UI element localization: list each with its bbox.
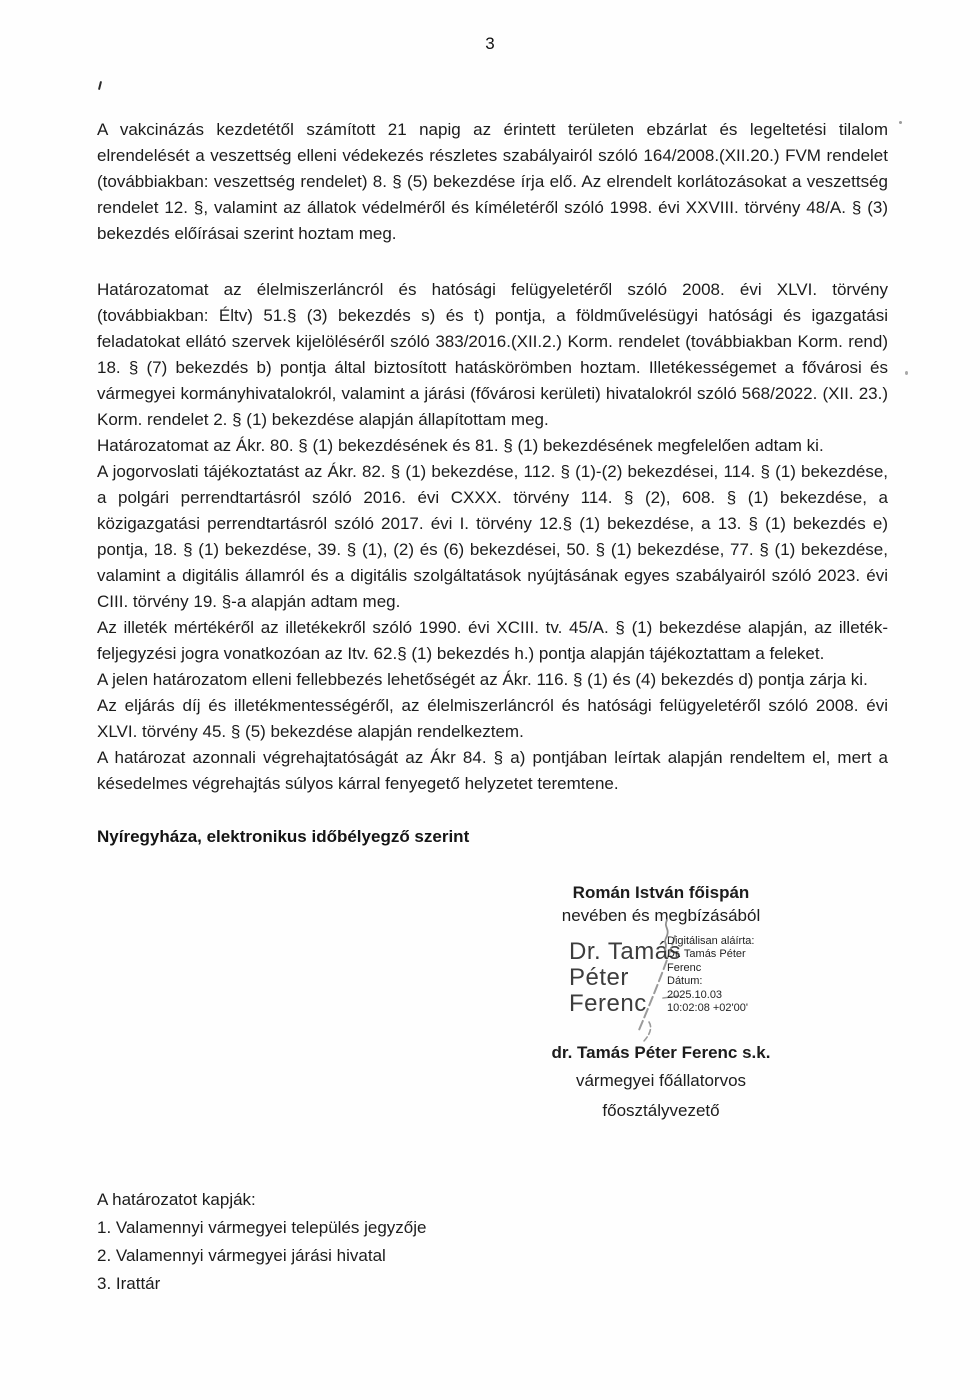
- signature-on-behalf: nevében és megbízásából: [561, 906, 761, 925]
- page-number: 3: [485, 34, 495, 53]
- signature-signer-name: dr. Tamás Péter Ferenc s.k.: [551, 1043, 771, 1062]
- paragraph-jurisdiction-basis: Határozatomat az élelmiszerláncról és hatósági felügyeletéről szóló 2008. évi XLVI. törvény (továbbiakban: Éltv) 51.§ (3) bekezdés s) és t) pontja, a földművelésügyi hatósági és igazgatási feladatokat ellátó szervek kijelöléséről szóló 383/2016.(XII.2.) Korm. rendelet (továbbiakban Korm. rend) 18. § (7) bekezdés b) pontja által biztosított hatáskörömben hoztam. Illetékességemet a fővárosi és vármegyei kormányhivatalokról, valamint a járási (fővárosi kerületi) hivatalokról szóló 568/2022. (XII. 23.) Korm. rendelet 2. § (1) bekezdése alapján állapítottam meg.: [97, 280, 888, 429]
- paragraph-appeal-exclusion: A jelen határozatom elleni fellebbezés lehetőségét az Ákr. 116. § (1) és (4) bekezdés d) pontja zárja ki.: [97, 670, 868, 689]
- paragraph-immediate-enforcement: A határozat azonnali végrehajtatóságát az Ákr 84. § a) pontjában leírtak alapján rendeltem el, mert a késedelmes végrehajtás súlyos kárral fenyegető helyzetet teremtene.: [97, 748, 888, 793]
- scan-artifact-dot: [905, 371, 908, 375]
- signature-title-line2: főosztályvezető: [602, 1101, 720, 1120]
- distribution-list: [97, 1186, 426, 1298]
- stamp-signature-details: Digitálisan aláírta: Dr. Tamás Péter Ferenc Dátum: 2025.10.03 10:02:08 +02'00': [667, 935, 755, 1015]
- dateline: Nyíregyháza, elektronikus időbélyegző szerint: [97, 827, 470, 846]
- paragraph-vaccination-restriction-basis: A vakcinázás kezdetétől számított 21 napig az érintett területen ebzárlat és legeltetési tilalom elrendelését a veszettség elleni védekezés részletes szabályairól szóló 164/2008.(XII.20.) FVM rendelet (továbbiakban: veszettség rendelet) 8. § (5) bekezdése írja elő. Az elrendelt korlátozásokat a veszettség rendelet 12. §, valamint az állatok védelméről és kíméletéről szóló 1998. évi XXVIII. törvény 48/A. § (3) bekezdés előírásai szerint hoztam meg.: [97, 120, 888, 243]
- stamp-signer-name: Dr. Tamás Péter Ferenc: [569, 938, 682, 1017]
- digital-signature-stamp: [495, 934, 827, 1036]
- scan-artifact-dot: [899, 121, 902, 124]
- distribution-heading: A határozatot kapják:: [97, 1190, 256, 1209]
- signature-title-line1: vármegyei főállatorvos: [575, 1071, 747, 1090]
- scan-artifact-tick: [98, 81, 102, 90]
- distribution-item: 2. Valamennyi vármegyei járási hivatal: [97, 1246, 386, 1265]
- paragraph-duty-rate-info: Az illeték mértékéről az illetékekről szóló 1990. évi XCIII. tv. 45/A. § (1) bekezdése alapján, az illeték-feljegyzési jogra vonatkozóan az Itv. 62.§ (1) bekezdés h.) pontja alapján tájékoztattam a feleket.: [97, 618, 888, 663]
- paragraph-fee-exemption: Az eljárás díj és illetékmentességéről, az élelmiszerláncról és hatósági felügyeletéről szóló 2008. évi XLVI. törvény 45. § (5) bekezdése alapján rendelkeztem.: [97, 696, 888, 741]
- distribution-item: 1. Valamennyi vármegyei település jegyzője: [97, 1218, 427, 1237]
- signature-block: [495, 882, 827, 1126]
- document-body: [97, 117, 888, 797]
- paragraph-issuance-basis: Határozatomat az Ákr. 80. § (1) bekezdésének és 81. § (1) bekezdésének megfelelően adtam ki.: [97, 436, 824, 455]
- signature-principal: Román István főispán: [572, 883, 750, 902]
- distribution-item: 3. Irattár: [97, 1274, 161, 1293]
- paragraph-legal-remedy-info: A jogorvoslati tájékoztatást az Ákr. 82. § (1) bekezdése, 112. § (1)-(2) bekezdései, 114. § (1) bekezdése, a polgári perrendtartásról szóló 2016. évi CXXX. törvény 114. § (2), 608. § (1) bekezdése, a közigazgatási perrendtartásról szóló 2017. évi I. törvény 12.§ (1) bekezdése, a 13. § (1) bekezdés e) pontja, 18. § (1) bekezdése, 39. § (1), (2) és (6) bekezdései, 50. § (1) bekezdése, 77. § (1) bekezdése, valamint a digitális államról és a digitális szolgáltatások nyújtásának egyes szabályairól szóló 2023. évi CIII. törvény 19. §-a alapján adtam meg.: [97, 462, 888, 611]
